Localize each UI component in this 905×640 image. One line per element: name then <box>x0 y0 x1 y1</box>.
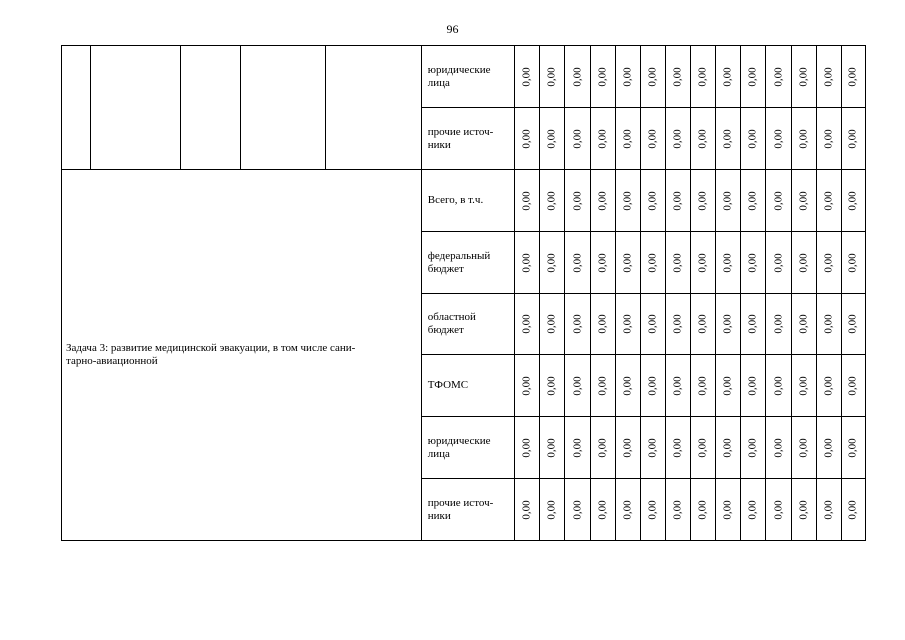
value-cell <box>565 108 590 170</box>
value-text: 0,00 <box>772 190 785 211</box>
source-cell: областной бюджет <box>421 294 514 355</box>
table-row <box>62 46 866 108</box>
value-text: 0,00 <box>671 66 684 87</box>
value-text: 0,00 <box>696 499 709 520</box>
value-cell <box>640 294 665 355</box>
value-cell <box>791 108 816 170</box>
value-cell <box>791 170 816 232</box>
value-text: 0,00 <box>571 252 584 273</box>
value-text: 0,00 <box>571 128 584 149</box>
value-text: 0,00 <box>621 499 634 520</box>
value-cell <box>565 417 590 479</box>
value-cell <box>766 232 791 294</box>
value-cell <box>615 355 640 417</box>
value-text: 0,00 <box>646 128 659 149</box>
value-cell <box>640 46 665 108</box>
value-cell <box>590 294 615 355</box>
value-cell <box>841 294 865 355</box>
value-text: 0,00 <box>746 314 759 334</box>
value-text: 0,00 <box>746 190 759 211</box>
value-cell <box>540 294 565 355</box>
value-text: 0,00 <box>671 499 684 520</box>
value-cell <box>691 232 716 294</box>
value-text: 0,00 <box>520 252 533 273</box>
value-cell <box>665 294 690 355</box>
value-cell <box>565 232 590 294</box>
value-cell <box>590 479 615 541</box>
value-text: 0,00 <box>721 128 734 149</box>
value-text: 0,00 <box>545 190 558 211</box>
value-cell <box>640 108 665 170</box>
value-cell <box>791 46 816 108</box>
value-cell <box>716 355 741 417</box>
value-cell <box>691 417 716 479</box>
value-cell <box>590 46 615 108</box>
value-text: 0,00 <box>696 190 709 211</box>
value-text: 0,00 <box>545 314 558 334</box>
value-text: 0,00 <box>721 190 734 211</box>
value-cell <box>766 479 791 541</box>
value-cell <box>816 479 841 541</box>
blank-cell <box>62 46 91 170</box>
value-cell <box>816 46 841 108</box>
value-cell <box>791 355 816 417</box>
value-text: 0,00 <box>721 252 734 273</box>
source-cell: федеральный бюджет <box>421 232 514 294</box>
value-text: 0,00 <box>822 314 835 334</box>
value-cell <box>665 355 690 417</box>
value-text: 0,00 <box>797 66 810 87</box>
value-text: 0,00 <box>520 499 533 520</box>
value-text: 0,00 <box>696 66 709 87</box>
value-text: 0,00 <box>822 190 835 211</box>
value-text: 0,00 <box>520 190 533 211</box>
value-text: 0,00 <box>846 437 859 458</box>
value-text: 0,00 <box>520 314 533 334</box>
value-text: 0,00 <box>721 375 734 396</box>
value-text: 0,00 <box>671 375 684 396</box>
source-cell: юридические лица <box>421 417 514 479</box>
value-text: 0,00 <box>772 375 785 396</box>
value-cell <box>515 170 540 232</box>
value-cell <box>741 108 766 170</box>
value-cell <box>716 479 741 541</box>
value-cell <box>716 294 741 355</box>
value-text: 0,00 <box>545 252 558 273</box>
value-cell <box>841 479 865 541</box>
value-cell <box>766 46 791 108</box>
value-cell <box>615 479 640 541</box>
value-text: 0,00 <box>596 437 609 458</box>
value-cell <box>691 294 716 355</box>
blank-cell <box>326 46 421 170</box>
value-text: 0,00 <box>696 375 709 396</box>
value-cell <box>766 294 791 355</box>
value-text: 0,00 <box>545 499 558 520</box>
value-cell <box>565 46 590 108</box>
value-cell <box>791 417 816 479</box>
value-cell <box>540 170 565 232</box>
value-text: 0,00 <box>797 437 810 458</box>
value-text: 0,00 <box>571 66 584 87</box>
value-cell <box>716 170 741 232</box>
value-text: 0,00 <box>797 128 810 149</box>
value-cell <box>565 479 590 541</box>
value-cell <box>515 108 540 170</box>
value-cell <box>741 46 766 108</box>
page-number: 96 <box>446 22 459 36</box>
value-cell <box>741 170 766 232</box>
value-cell <box>716 417 741 479</box>
value-text: 0,00 <box>520 437 533 458</box>
source-cell: прочие источ- ники <box>421 479 514 541</box>
value-text: 0,00 <box>646 375 659 396</box>
value-text: 0,00 <box>721 314 734 334</box>
value-text: 0,00 <box>772 252 785 273</box>
value-text: 0,00 <box>846 190 859 211</box>
value-text: 0,00 <box>646 190 659 211</box>
value-text: 0,00 <box>671 128 684 149</box>
value-cell <box>615 294 640 355</box>
value-cell <box>515 479 540 541</box>
value-text: 0,00 <box>596 66 609 87</box>
blank-cell <box>240 46 325 170</box>
value-cell <box>766 355 791 417</box>
value-cell <box>540 46 565 108</box>
value-cell <box>791 232 816 294</box>
value-text: 0,00 <box>621 375 634 396</box>
value-cell <box>741 232 766 294</box>
value-text: 0,00 <box>621 437 634 458</box>
value-cell <box>515 355 540 417</box>
value-cell <box>640 479 665 541</box>
value-text: 0,00 <box>846 314 859 334</box>
value-cell <box>841 46 865 108</box>
value-text: 0,00 <box>721 499 734 520</box>
value-cell <box>841 108 865 170</box>
value-text: 0,00 <box>646 437 659 458</box>
value-cell <box>515 232 540 294</box>
value-text: 0,00 <box>545 437 558 458</box>
value-text: 0,00 <box>646 314 659 334</box>
value-text: 0,00 <box>746 437 759 458</box>
value-cell <box>791 479 816 541</box>
value-cell <box>565 170 590 232</box>
value-text: 0,00 <box>696 314 709 334</box>
value-cell <box>640 355 665 417</box>
value-text: 0,00 <box>772 314 785 334</box>
source-cell: прочие источ- ники <box>421 108 514 170</box>
value-text: 0,00 <box>772 437 785 458</box>
value-text: 0,00 <box>621 314 634 334</box>
value-text: 0,00 <box>596 252 609 273</box>
value-text: 0,00 <box>571 437 584 458</box>
value-text: 0,00 <box>696 128 709 149</box>
value-text: 0,00 <box>846 375 859 396</box>
value-text: 0,00 <box>797 252 810 273</box>
value-text: 0,00 <box>571 190 584 211</box>
value-text: 0,00 <box>772 499 785 520</box>
value-cell <box>841 232 865 294</box>
value-cell <box>816 355 841 417</box>
value-cell <box>816 417 841 479</box>
value-text: 0,00 <box>822 375 835 396</box>
value-cell <box>615 108 640 170</box>
value-text: 0,00 <box>571 375 584 396</box>
value-cell <box>816 294 841 355</box>
value-text: 0,00 <box>846 128 859 149</box>
value-text: 0,00 <box>671 437 684 458</box>
value-cell <box>766 417 791 479</box>
value-cell <box>665 417 690 479</box>
value-text: 0,00 <box>746 499 759 520</box>
value-cell <box>540 355 565 417</box>
value-cell <box>791 294 816 355</box>
value-text: 0,00 <box>746 252 759 273</box>
value-text: 0,00 <box>746 128 759 149</box>
value-cell <box>540 479 565 541</box>
value-text: 0,00 <box>822 499 835 520</box>
value-text: 0,00 <box>721 66 734 87</box>
source-cell: Всего, в т.ч. <box>421 170 514 232</box>
value-cell <box>540 417 565 479</box>
value-cell <box>691 170 716 232</box>
value-text: 0,00 <box>646 66 659 87</box>
value-cell <box>766 108 791 170</box>
value-text: 0,00 <box>596 190 609 211</box>
value-text: 0,00 <box>621 190 634 211</box>
value-text: 0,00 <box>671 252 684 273</box>
value-text: 0,00 <box>772 66 785 87</box>
value-text: 0,00 <box>545 128 558 149</box>
value-text: 0,00 <box>646 252 659 273</box>
value-cell <box>540 232 565 294</box>
value-cell <box>615 232 640 294</box>
value-text: 0,00 <box>696 252 709 273</box>
value-cell <box>515 294 540 355</box>
value-cell <box>665 479 690 541</box>
value-text: 0,00 <box>621 66 634 87</box>
value-cell <box>691 479 716 541</box>
value-cell <box>816 108 841 170</box>
value-text: 0,00 <box>671 190 684 211</box>
value-text: 0,00 <box>797 499 810 520</box>
table-row <box>62 170 866 232</box>
value-cell <box>741 417 766 479</box>
value-text: 0,00 <box>846 252 859 273</box>
value-cell <box>816 170 841 232</box>
value-cell <box>665 108 690 170</box>
value-text: 0,00 <box>571 314 584 334</box>
value-text: 0,00 <box>822 252 835 273</box>
value-cell <box>716 46 741 108</box>
value-cell <box>590 417 615 479</box>
value-cell <box>615 170 640 232</box>
value-text: 0,00 <box>646 499 659 520</box>
value-cell <box>590 170 615 232</box>
value-text: 0,00 <box>621 128 634 149</box>
value-cell <box>590 108 615 170</box>
value-cell <box>540 108 565 170</box>
value-cell <box>741 479 766 541</box>
value-text: 0,00 <box>596 314 609 334</box>
value-cell <box>841 417 865 479</box>
value-cell <box>640 232 665 294</box>
value-text: 0,00 <box>520 128 533 149</box>
value-text: 0,00 <box>721 437 734 458</box>
source-cell: ТФОМС <box>421 355 514 417</box>
value-cell <box>691 355 716 417</box>
value-text: 0,00 <box>797 375 810 396</box>
value-cell <box>841 170 865 232</box>
value-cell <box>716 108 741 170</box>
value-text: 0,00 <box>846 499 859 520</box>
source-cell: юридические лица <box>421 46 514 108</box>
value-text: 0,00 <box>822 66 835 87</box>
value-cell <box>691 108 716 170</box>
value-text: 0,00 <box>596 375 609 396</box>
value-cell <box>841 355 865 417</box>
value-cell <box>565 294 590 355</box>
value-cell <box>665 46 690 108</box>
task-label: Задача 3: развитие медицинской эвакуации, в том числе сани- тарно-авиационной <box>62 170 422 541</box>
value-cell <box>716 232 741 294</box>
value-cell <box>515 417 540 479</box>
value-text: 0,00 <box>797 190 810 211</box>
blank-cell <box>91 46 180 170</box>
funding-table <box>61 45 866 541</box>
blank-cell <box>180 46 240 170</box>
value-text: 0,00 <box>596 128 609 149</box>
value-text: 0,00 <box>797 314 810 334</box>
value-text: 0,00 <box>596 499 609 520</box>
value-text: 0,00 <box>696 437 709 458</box>
value-cell <box>691 46 716 108</box>
value-text: 0,00 <box>545 375 558 396</box>
value-text: 0,00 <box>520 375 533 396</box>
value-cell <box>640 417 665 479</box>
value-text: 0,00 <box>671 314 684 334</box>
value-cell <box>615 417 640 479</box>
value-text: 0,00 <box>520 66 533 87</box>
value-cell <box>665 232 690 294</box>
value-text: 0,00 <box>846 66 859 87</box>
value-text: 0,00 <box>571 499 584 520</box>
value-text: 0,00 <box>746 375 759 396</box>
value-text: 0,00 <box>621 252 634 273</box>
value-cell <box>615 46 640 108</box>
value-cell <box>565 355 590 417</box>
value-cell <box>741 355 766 417</box>
value-cell <box>640 170 665 232</box>
value-cell <box>590 355 615 417</box>
value-text: 0,00 <box>746 66 759 87</box>
value-text: 0,00 <box>772 128 785 149</box>
value-cell <box>590 232 615 294</box>
value-cell <box>766 170 791 232</box>
value-cell <box>741 294 766 355</box>
value-cell <box>665 170 690 232</box>
value-text: 0,00 <box>545 66 558 87</box>
value-cell <box>515 46 540 108</box>
value-text: 0,00 <box>822 128 835 149</box>
value-cell <box>816 232 841 294</box>
value-text: 0,00 <box>822 437 835 458</box>
